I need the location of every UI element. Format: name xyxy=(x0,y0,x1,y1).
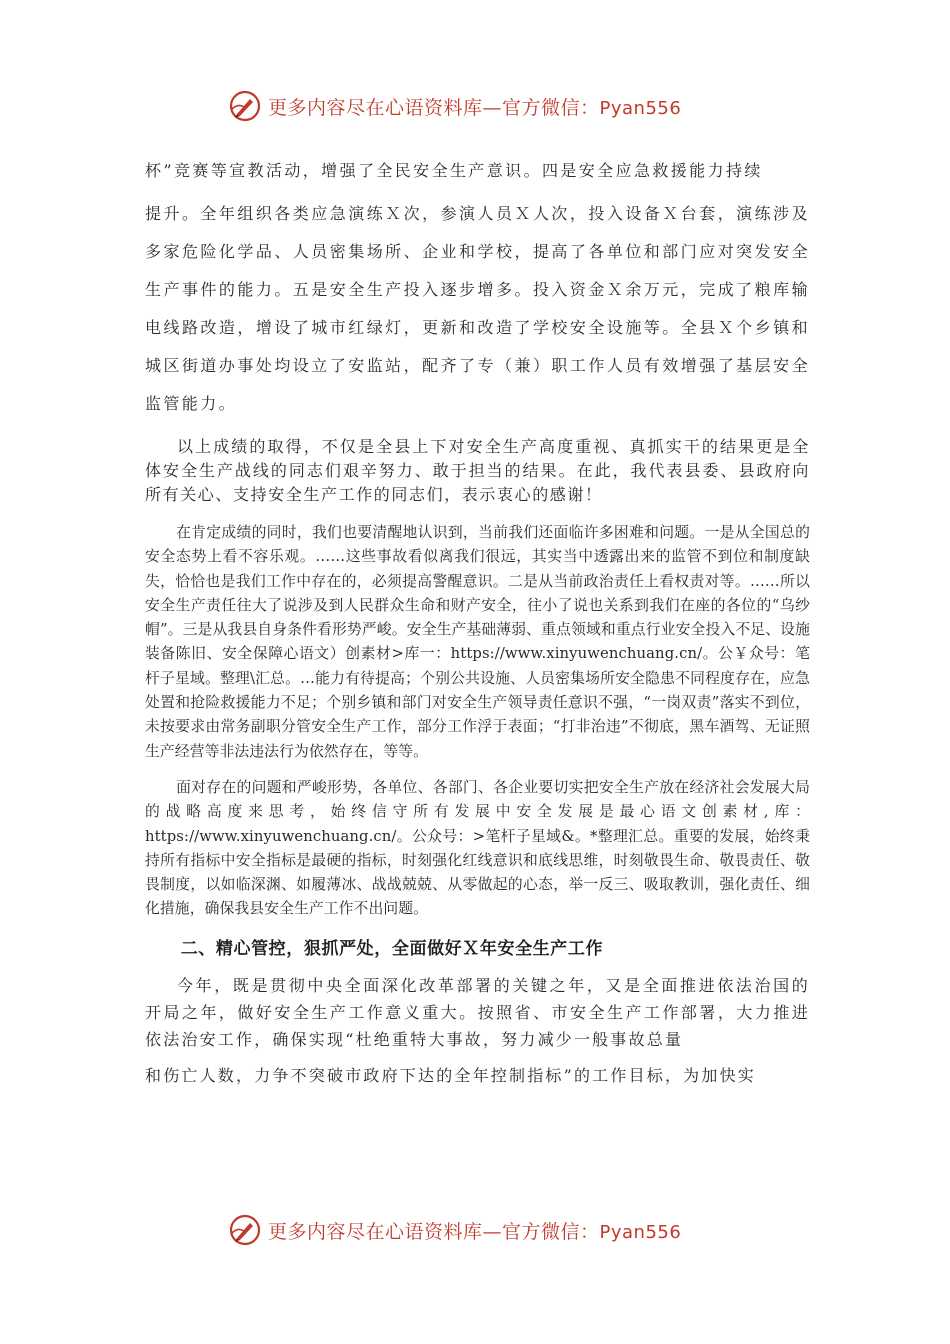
paragraph-1-line-1: 杯”竞赛等宣教活动，增强了全民安全生产意识。四是安全应急救援能力持续 xyxy=(145,161,763,180)
paragraph-5-tail: 和伤亡人数，力争不突破市政府下达的全年控制指标”的工作目标，为加快实 xyxy=(145,1065,756,1085)
pen-logo-icon xyxy=(228,89,262,123)
paragraph-4: 面对存在的问题和严峻形势，各单位、各部门、各企业要切实把安全生产放在经济社会发展大局的战略高度来思考，始终信守所有发展中安全发展是最心语文创素材,库：https://www.xinyuwenchuang.cn/。公众号：>笔杆子星域&。*整理汇总。重要的发展，始终秉持所有指标中安全指标是最硬的指标，时刻强化红线意识和底线思维，时刻敬畏生命、敬畏责任、敬畏制度，以如临深渊、如履薄冰、战战兢兢、从零做起的心态，举一反三、吸取教训，强化责任、细化措施，确保我县安全生产工作不出问题。 xyxy=(145,778,810,918)
header-banner xyxy=(228,86,748,126)
paragraph-3: 在肯定成绩的同时，我们也要清醒地认识到，当前我们还面临许多困难和问题。一是从全国总的安全态势上看不容乐观。……这些事故看似离我们很远，其实当中透露出来的监管不到位和制度缺失，恰恰也是我们工作中存在的，必须提高警醒意识。二是从当前政治责任上看权责对等。……所以安全生产责任往大了说涉及到人民群众生命和财产安全，往小了说也关系到我们在座的各位的“乌纱帽”。三是从我县自身条件看形势严峻。安全生产基础薄弱、重点领域和重点行业安全投入不足、设施装备陈旧、安全保障心语文）创素材>库一：https://www.xinyuwenchuang.cn/。公￥众号：笔杆子星域。整理\汇总。…能力有待提高；个别公共设施、人员密集场所安全隐患不同程度存在，应急处置和抢险救援能力不足；个别乡镇和部门对安全生产领导责任意识不强，“一岗双责”落实不到位，未按要求由常务副职分管安全生产工作，部分工作浮于表面；“打非治违”不彻底，黑车酒驾、无证照生产经营等非法违法行为依然存在，等等。 xyxy=(145,524,810,760)
paragraph-1-body: 提升。全年组织各类应急演练Ｘ次，参演人员Ｘ人次，投入设备Ｘ台套，演练涉及多家危险化学品、人员密集场所、企业和学校，提高了各单位和部门应对突发安全生产事件的能力。五是安全生产投入逐步增多。投入资金Ｘ余万元，完成了粮库输电线路改造，增设了城市红绿灯，更新和改造了学校安全设施等。全县Ｘ个乡镇和城区街道办事处均设立了安监站，配齐了专（兼）职工作人员有效增强了基层安全监管能力。 xyxy=(145,204,810,413)
wechat-id: Pyan556 xyxy=(599,1221,682,1243)
banner-text: 更多内容尽在心语资料库—官方微信：Pyan556 xyxy=(268,96,682,119)
wechat-id: Pyan556 xyxy=(599,97,682,119)
section-heading: 二、精心管控，狠抓严处，全面做好Ｘ年安全生产工作 xyxy=(180,938,604,959)
pen-logo-icon xyxy=(228,1213,262,1247)
banner-text: 更多内容尽在心语资料库—官方微信：Pyan556 xyxy=(268,1220,682,1243)
paragraph-5: 今年，既是贯彻中央全面深化改革部署的关键之年，又是全面推进依法治国的开局之年，做好安全生产工作意义重大。按照省、市安全生产工作部署，大力推进依法治安工作，确保实现“杜绝重特大事故，努力减少一般事故总量 xyxy=(145,975,810,1049)
paragraph-2: 以上成绩的取得，不仅是全县上下对安全生产高度重视、真抓实干的结果更是全体安全生产战线的同志们艰辛努力、敢于担当的结果。在此，我代表县委、县政府向所有关心、支持安全生产工作的同志们，表示衷心的感谢！ xyxy=(145,437,810,504)
footer-banner xyxy=(228,1210,748,1250)
document-body xyxy=(145,152,810,1099)
